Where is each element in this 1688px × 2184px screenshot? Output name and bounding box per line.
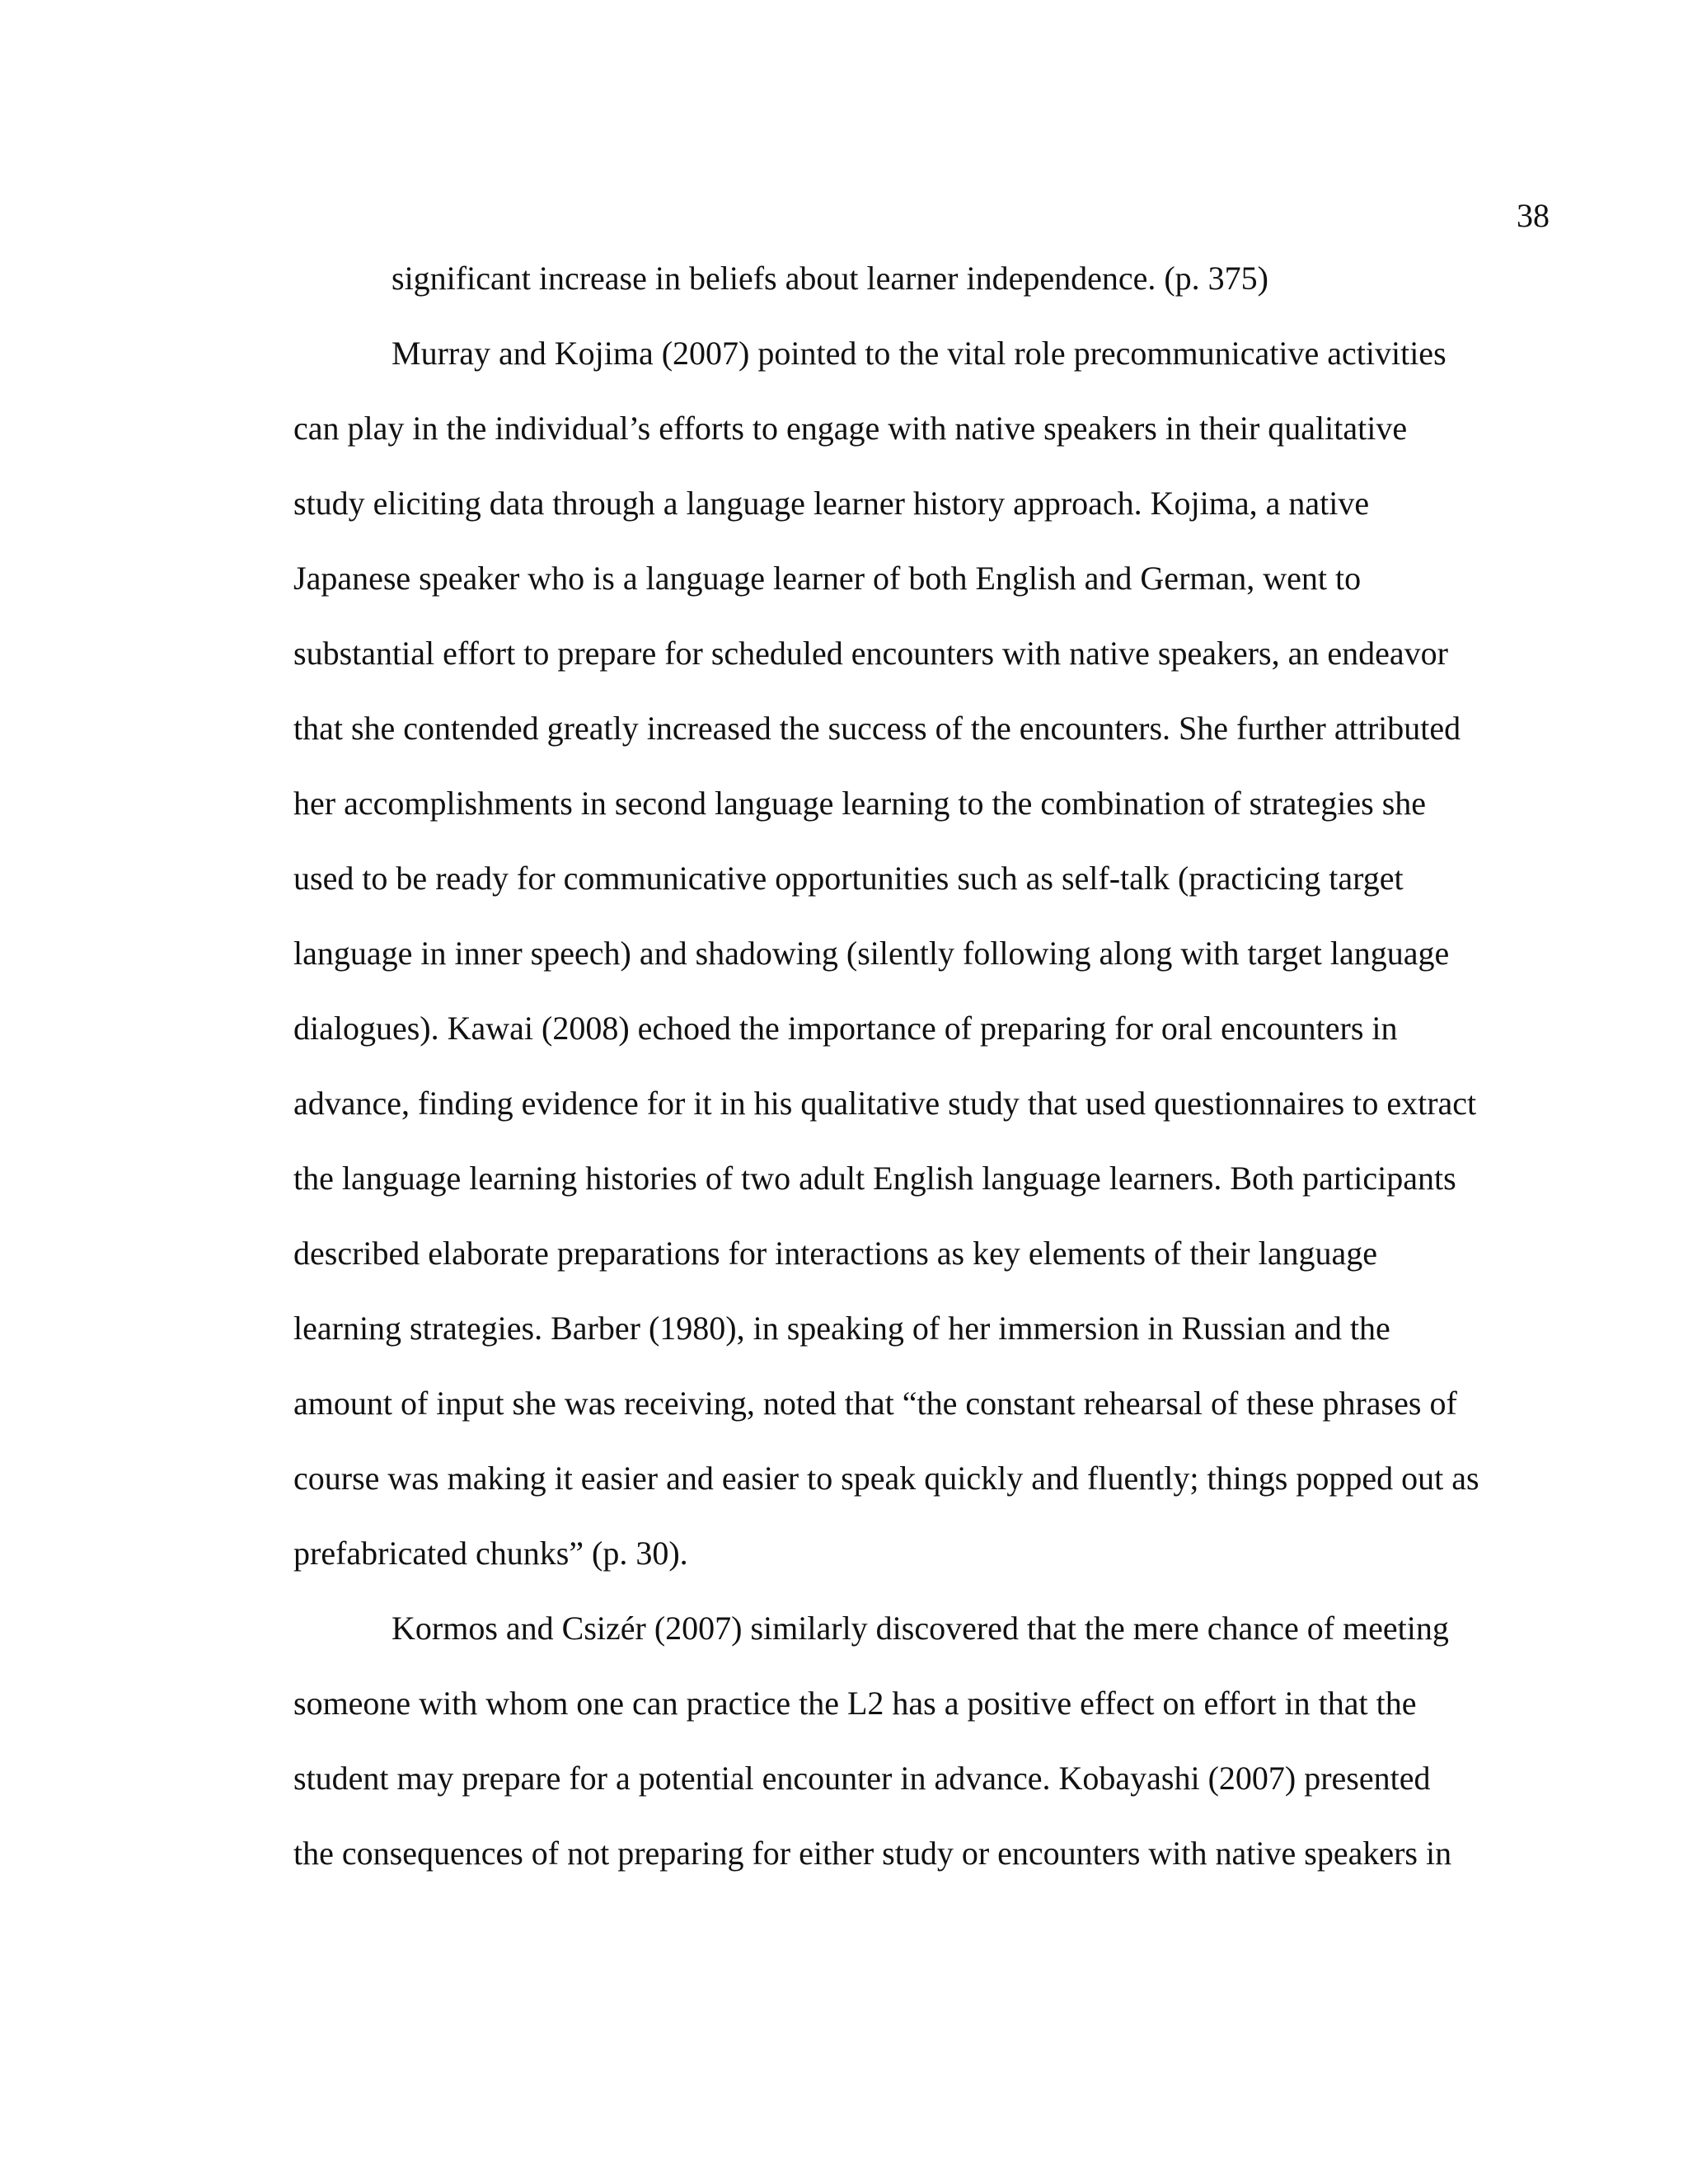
text-line: Murray and Kojima (2007) pointed to the vital role precommunicative activities [392, 335, 1447, 372]
text-line: amount of input she was receiving, noted that “the constant rehearsal of these phrases of [293, 1385, 1457, 1422]
text-line: Kormos and Csizér (2007) similarly discovered that the mere chance of meeting [392, 1610, 1449, 1647]
text-line: learning strategies. Barber (1980), in speaking of her immersion in Russian and the [293, 1310, 1390, 1347]
text-line: prefabricated chunks” (p. 30). [293, 1535, 688, 1572]
text-line: substantial effort to prepare for scheduled encounters with native speakers, an endeavor [293, 635, 1448, 672]
text-line: used to be ready for communicative opportunities such as self-talk (practicing target [293, 860, 1404, 897]
text-line: the language learning histories of two adult English language learners. Both participants [293, 1160, 1456, 1197]
text-line: course was making it easier and easier to speak quickly and fluently; things popped out as [293, 1460, 1479, 1497]
text-line: study eliciting data through a language learner history approach. Kojima, a native [293, 485, 1370, 522]
text-line: can play in the individual’s efforts to engage with native speakers in their qualitative [293, 410, 1408, 447]
text-line: significant increase in beliefs about learner independence. (p. 375) [392, 260, 1269, 297]
text-line: that she contended greatly increased the success of the encounters. She further attributed [293, 710, 1461, 747]
text-line: language in inner speech) and shadowing (silently following along with target language [293, 935, 1450, 972]
text-line: someone with whom one can practice the L2 has a positive effect on effort in that the [293, 1685, 1417, 1722]
text-line: described elaborate preparations for interactions as key elements of their language [293, 1235, 1377, 1272]
text-line: advance, finding evidence for it in his qualitative study that used questionnaires to extract [293, 1085, 1477, 1122]
text-line: student may prepare for a potential encounter in advance. Kobayashi (2007) presented [293, 1760, 1431, 1797]
text-line: the consequences of not preparing for either study or encounters with native speakers in [293, 1835, 1452, 1872]
text-line: dialogues). Kawai (2008) echoed the importance of preparing for oral encounters in [293, 1010, 1398, 1047]
text-line: Japanese speaker who is a language learner of both English and German, went to [293, 560, 1362, 597]
text-line: her accomplishments in second language learning to the combination of strategies she [293, 785, 1427, 822]
page-number: 38 [1517, 197, 1550, 234]
